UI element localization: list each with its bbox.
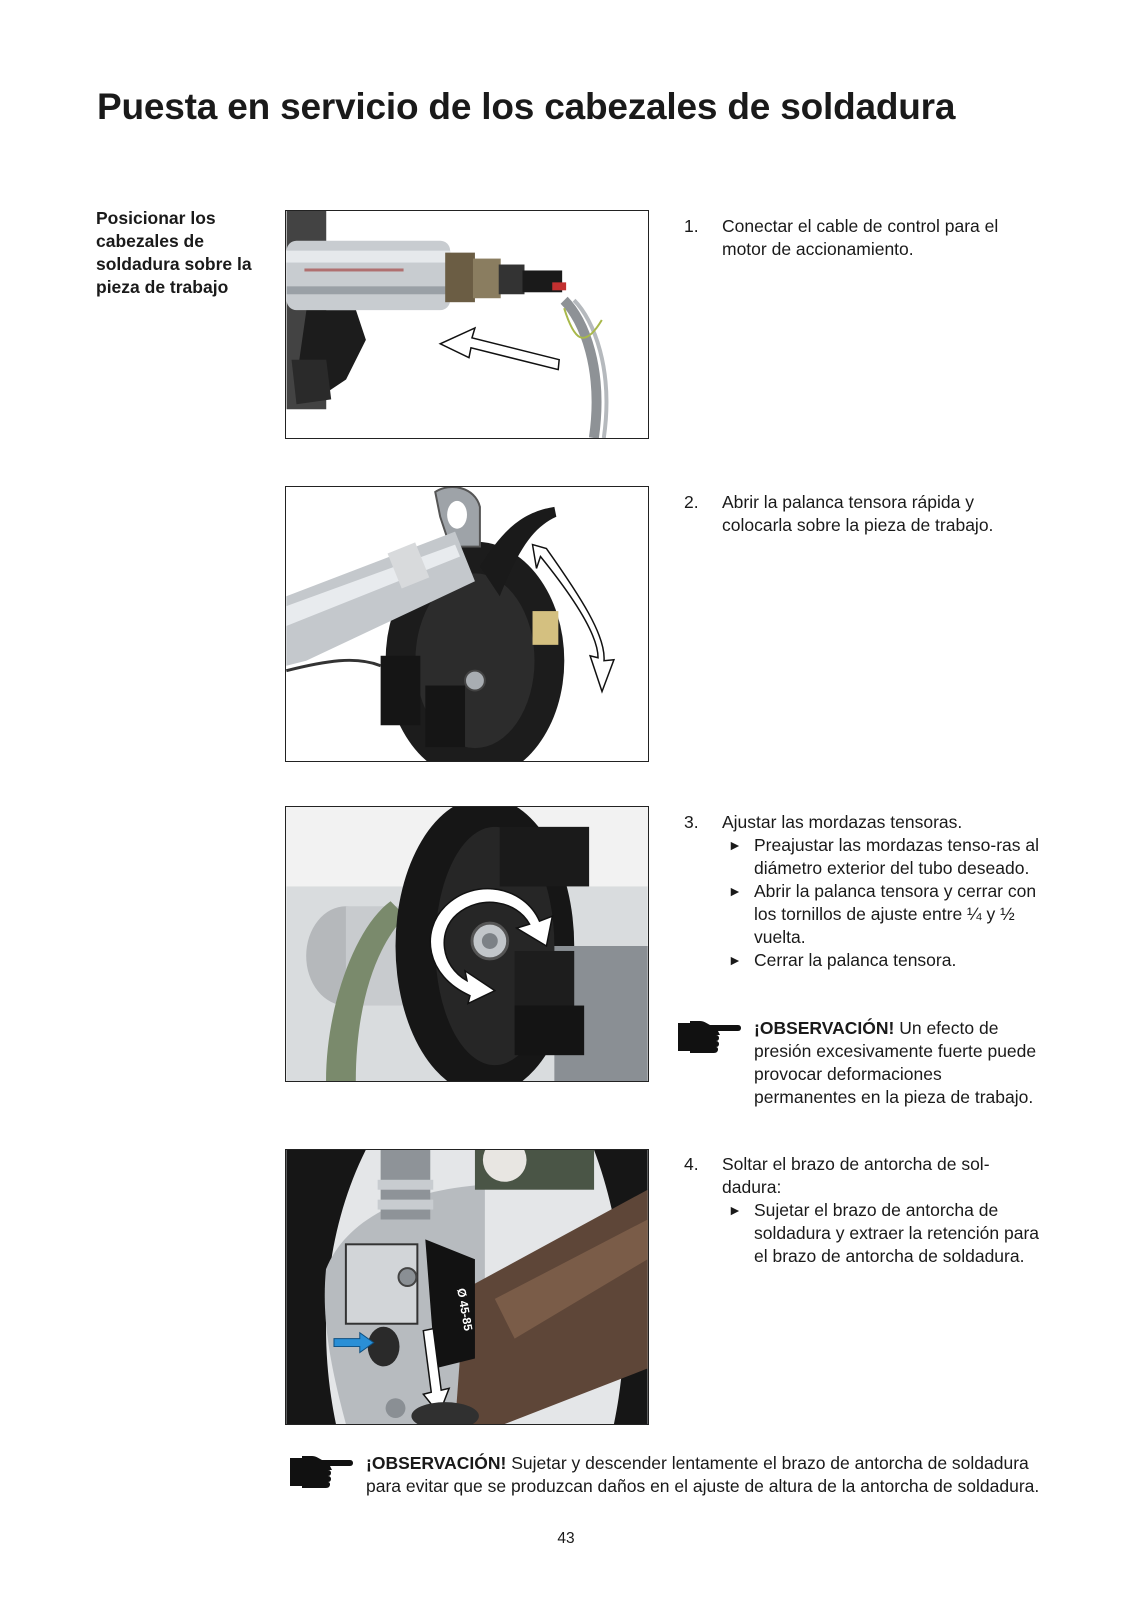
step-number: 2.	[684, 492, 699, 512]
step-text: Soltar el brazo de antorcha de sol-dadura:	[722, 1154, 990, 1197]
step-4	[684, 1153, 1044, 1268]
pointing-hand-icon	[676, 1017, 754, 1109]
photo-step-4	[285, 1149, 649, 1425]
step-text: Abrir la palanca tensora rápida y colocarla sobre la pieza de trabajo.	[722, 492, 994, 535]
clamping-jaws-photo	[286, 807, 648, 1081]
note-label: ¡OBSERVACIÓN!	[366, 1453, 507, 1473]
section-heading: Posicionar los cabezales de soldadura sobre la pieza de trabajo	[96, 208, 252, 297]
torch-arm-marking: Ø 45-85	[454, 1287, 476, 1332]
step-bullets	[728, 834, 1044, 972]
torch-arm-photo	[286, 1150, 648, 1424]
note-label: ¡OBSERVACIÓN!	[754, 1018, 895, 1038]
note-warning-1	[676, 1017, 1042, 1109]
step-text: Ajustar las mordazas tensoras.	[722, 812, 963, 832]
step-bullets	[728, 1199, 1044, 1268]
photo-step-2	[285, 486, 649, 762]
bullet-item: ► Preajustar las mordazas tenso-ras al diámetro exterior del tubo deseado.	[728, 835, 1039, 878]
bullet-item: ► Abrir la palanca tensora y cerrar con los tornillos de ajuste entre ¼ y ½ vuelta.	[728, 881, 1037, 947]
page-title: Puesta en servicio de los cabezales de soldadura	[97, 86, 956, 127]
step-3	[684, 811, 1044, 972]
note-text: ¡OBSERVACIÓN! Un efecto de presión excesivamente fuerte puede provocar deformaciones permanentes en la pieza de trabajo.	[754, 1018, 1037, 1107]
arrow-right-icon: ►	[728, 837, 742, 853]
step-number: 1.	[684, 216, 699, 236]
arrow-right-icon: ►	[728, 1202, 742, 1218]
step-1	[684, 215, 1044, 261]
note-warning-2	[288, 1452, 1048, 1498]
arrow-right-icon: ►	[728, 952, 742, 968]
photo-step-1	[285, 210, 649, 439]
step-2	[684, 491, 1044, 537]
pointing-hand-icon	[288, 1452, 366, 1498]
step-number: 3.	[684, 812, 699, 832]
cable-connector-photo	[286, 211, 648, 438]
arrow-right-icon: ►	[728, 883, 742, 899]
photo-step-3	[285, 806, 649, 1082]
note-text: ¡OBSERVACIÓN! Sujetar y descender lentamente el brazo de antorcha de soldadura para evitar que se produzcan daños en el ajuste de altura de la antorcha de soldadura.	[366, 1453, 1040, 1496]
page-number: 43	[557, 1530, 575, 1547]
bullet-item: ► Sujetar el brazo de antorcha de soldadura y extraer la retención para el brazo de antorcha de soldadura.	[728, 1200, 1040, 1266]
bullet-item: ► Cerrar la palanca tensora.	[728, 950, 957, 970]
step-number: 4.	[684, 1154, 699, 1174]
step-text: Conectar el cable de control para el motor de accionamiento.	[722, 216, 999, 259]
tension-lever-photo	[286, 487, 648, 761]
